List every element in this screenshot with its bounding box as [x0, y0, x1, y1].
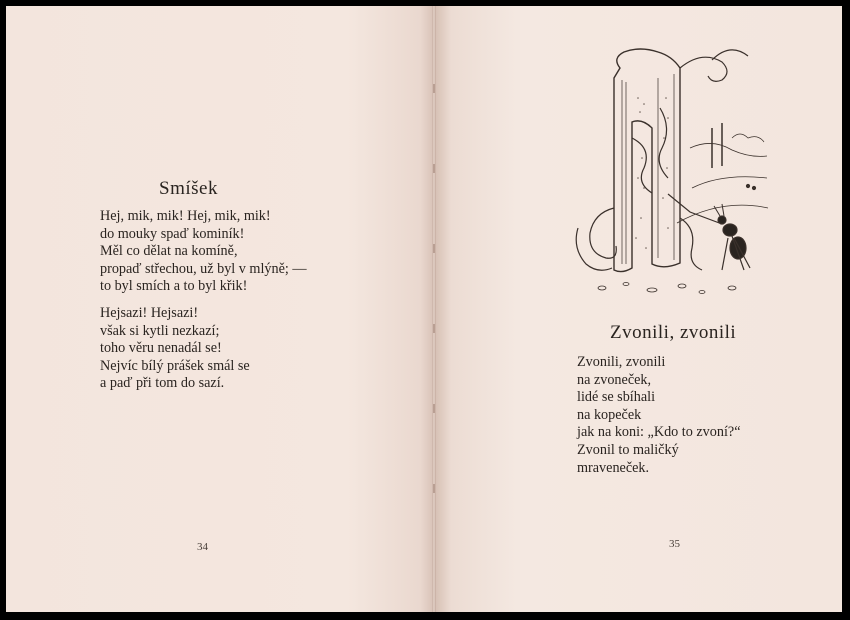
verse-line: Hejsazi! Hejsazi!: [100, 305, 199, 321]
verse-line: do mouky spaď kominík!: [100, 225, 245, 242]
verse-line: Nejvíc bílý prášek smál se: [100, 357, 250, 374]
poem-stanza-1-right: [577, 354, 741, 477]
verse-line: Zvonili, zvonili: [577, 354, 666, 370]
verse-line: toho věru nenadál se!: [100, 340, 222, 357]
binding-stitch: [433, 84, 435, 93]
poem-title-right: Zvonili, zvonili: [610, 322, 737, 343]
binding-stitch: [433, 244, 435, 253]
binding-stitch: [433, 324, 435, 333]
binding-stitch: [433, 164, 435, 173]
verse-line: Hej, mik, mik! Hej, mik, mik!: [100, 208, 271, 224]
verse-line: to byl smích a to byl křik!: [100, 278, 248, 295]
verse-line: jak na koni: „Kdo to zvoní?“: [577, 424, 741, 441]
verse-line: Měl co dělat na komíně,: [100, 243, 238, 260]
page-number-left: 34: [197, 541, 208, 553]
binding-stitch: [433, 404, 435, 413]
verse-line: mraveneček.: [577, 459, 650, 476]
verse-line: na zvoneček,: [577, 371, 652, 388]
poem-stanza-1-left: [100, 208, 307, 296]
verse-line: však si kytli nezkazí;: [100, 322, 220, 339]
poem-stanza-2-left: [100, 305, 250, 393]
verse-line: propaď střechou, už byl v mlýně; —: [100, 260, 307, 277]
decorative-initial-z-with-ant-illustration: [572, 38, 772, 303]
page-number-right: 35: [669, 538, 680, 550]
verse-line: Zvonil to maličký: [577, 441, 679, 458]
verse-line: na kopeček: [577, 406, 642, 423]
binding-stitch: [433, 484, 435, 493]
verse-line: a paď při tom do sazí.: [100, 375, 225, 392]
book-gutter: [432, 6, 436, 612]
poem-title-left: Smíšek: [159, 178, 218, 199]
verse-line: lidé se sbíhali: [577, 389, 656, 406]
